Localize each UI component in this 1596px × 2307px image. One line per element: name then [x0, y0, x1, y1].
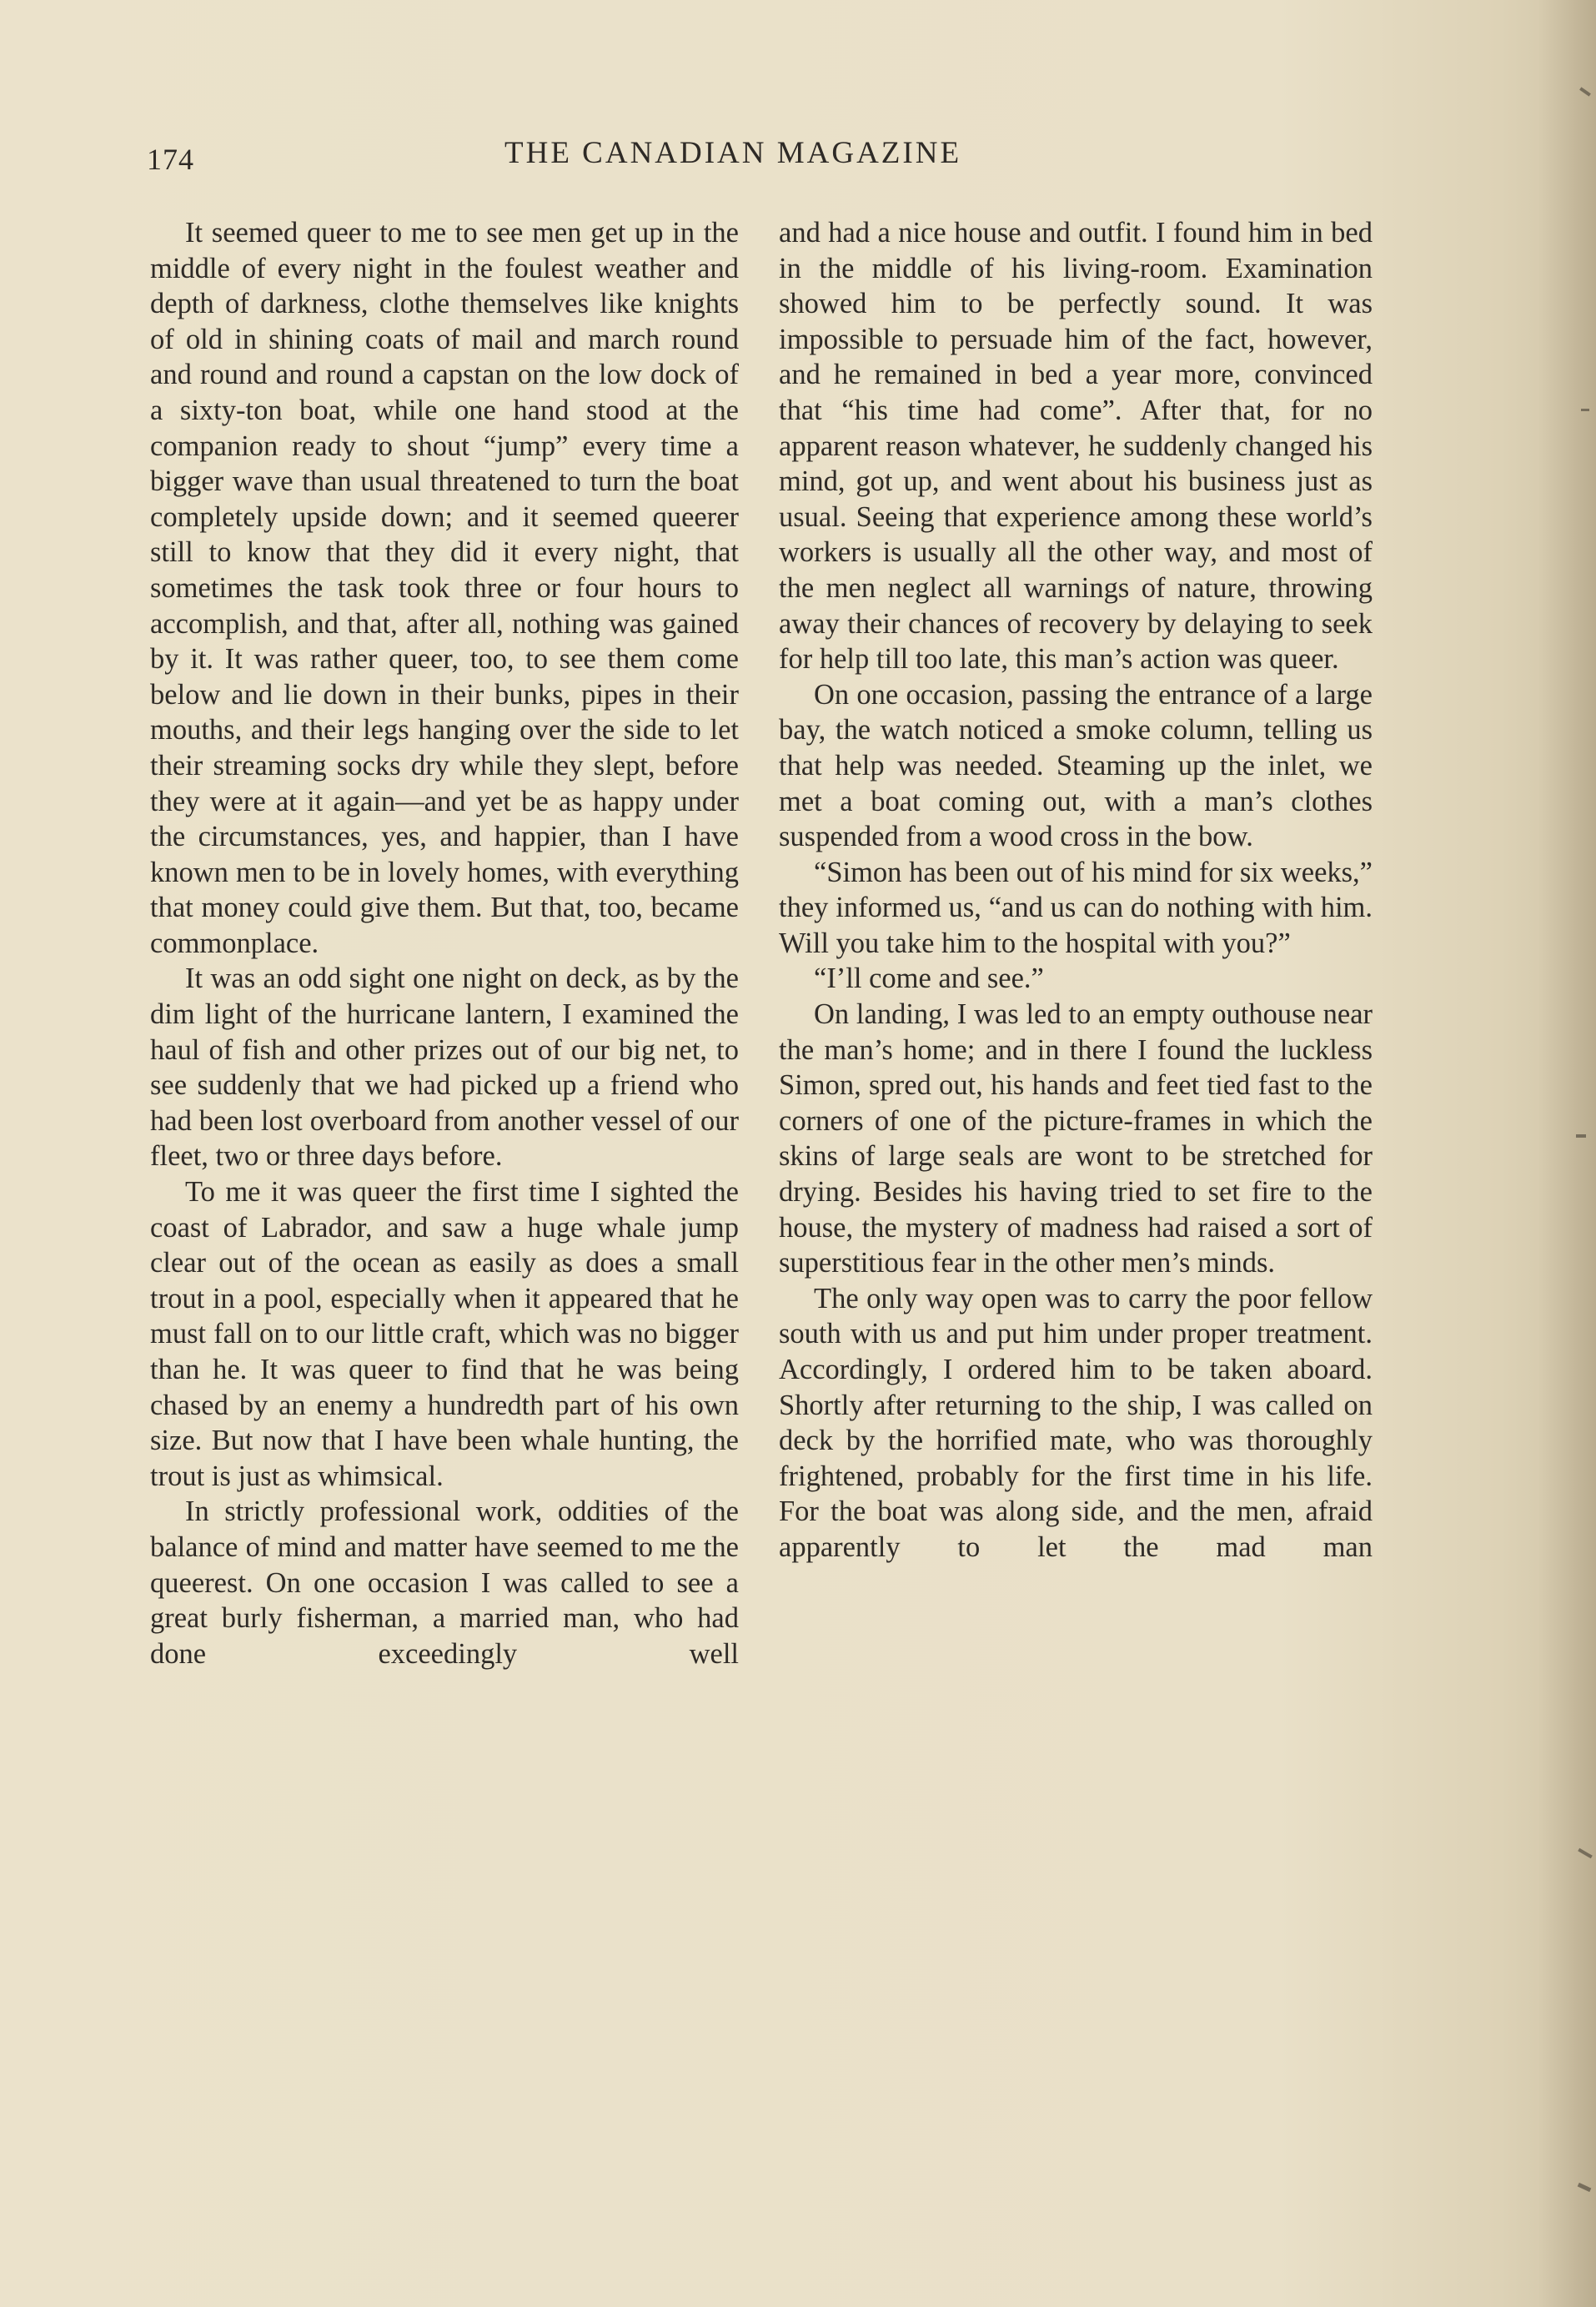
paragraph: It seemed queer to me to see men get up in the middle of every night in the foulest weather and depth of darkness, clothe themselves like knights of old in shining coats of mail and march round and round and round a capstan on the low dock of a sixty-ton boat, while one hand stood at the companion ready to shout “jump” every time a bigger wave than usual threatened to turn the boat completely upside down; and it seemed queerer still to know that they did it every night, that sometimes the task took three or four hours to accomplish, and that, after all, nothing was gained by it. It was rather queer, too, to see them come below and lie down in their bunks, pipes in their mouths, and their legs hanging over the side to let their streaming socks dry while they slept, before they were at it again—and yet be as happy under the circumstances, yes, and happier, than I have known men to be in lovely homes, with everything that money could give them. But that, too, became commonplace. [150, 217, 739, 959]
paragraph: The only way open was to carry the poor fellow south with us and put him under proper treatment. Accordingly, I ordered him to be taken aboard. Shortly after returning to the ship, I was called on deck by the horrified mate, who was thoroughly frightened, probably for the first time in his life. For the boat was along side, and the men, afraid apparently to let the mad man [779, 1282, 1373, 1563]
running-head: THE CANADIAN MAGAZINE [504, 136, 962, 170]
paragraph: It was an odd sight one night on deck, as by the dim light of the hurricane lantern, I examined the haul of fish and other prizes out of our big net, to see suddenly that we had picked up a friend who had been lost overboard from another vessel of our fleet, two or three days before. [150, 963, 739, 1173]
edge-ink-mark [1581, 409, 1589, 411]
paragraph: “Simon has been out of his mind for six weeks,” they informed us, “and us can do nothing with him. Will you take him to the hospital with you?” [779, 856, 1373, 959]
page-number: 174 [147, 143, 194, 176]
paragraph: “I’ll come and see.” [814, 963, 1044, 995]
left-column [150, 215, 739, 1671]
edge-ink-mark [1576, 1134, 1586, 1138]
paragraph: To me it was queer the first time I sighted the coast of Labrador, and saw a huge whale jump clear out of the ocean as easily as does a small trout in a pool, especially when it appeared that he must fall on to our little craft, which was no bigger than he. It was queer to find that he was being chased by an enemy a hundredth part of his own size. But now that I have been whale hunting, the trout is just as whimsical. [150, 1176, 739, 1492]
paragraph: and had a nice house and outfit. I found him in bed in the middle of his living-room. Examination showed him to be perfectly sound. It was impossible to persuade him of the fact, however, and he remained in bed a year more, convinced that “his time had come”. After that, for no apparent reason whatever, he suddenly changed his mind, got up, and went about his business just as usual. Seeing that experience among these world’s workers is usually all the other way, and most of the men neglect all warnings of nature, throwing away their chances of recovery by delaying to seek for help till too late, this man’s action was queer. [779, 217, 1373, 676]
paragraph: In strictly professional work, oddities of the balance of mind and matter have seemed to me the queerest. On one occasion I was called to see a great burly fisherman, a married man, who had done exceedingly well [150, 1495, 739, 1670]
right-column [779, 215, 1373, 1566]
paragraph: On one occasion, passing the entrance of a large bay, the watch noticed a smoke column, telling us that help was needed. Steaming up the inlet, we met a boat coming out, with a man’s clothes suspended from a wood cross in the bow. [779, 678, 1373, 853]
page-edge-shadow [1538, 0, 1596, 2307]
paragraph: On landing, I was led to an empty outhouse near the man’s home; and in there I found the luckless Simon, spred out, his hands and feet tied fast to the corners of one of the picture-frames in which the skins of large seals are wont to be stretched for drying. Besides his having tried to set fire to the house, the mystery of madness had raised a sort of superstitious fear in the other men’s minds. [779, 998, 1373, 1279]
